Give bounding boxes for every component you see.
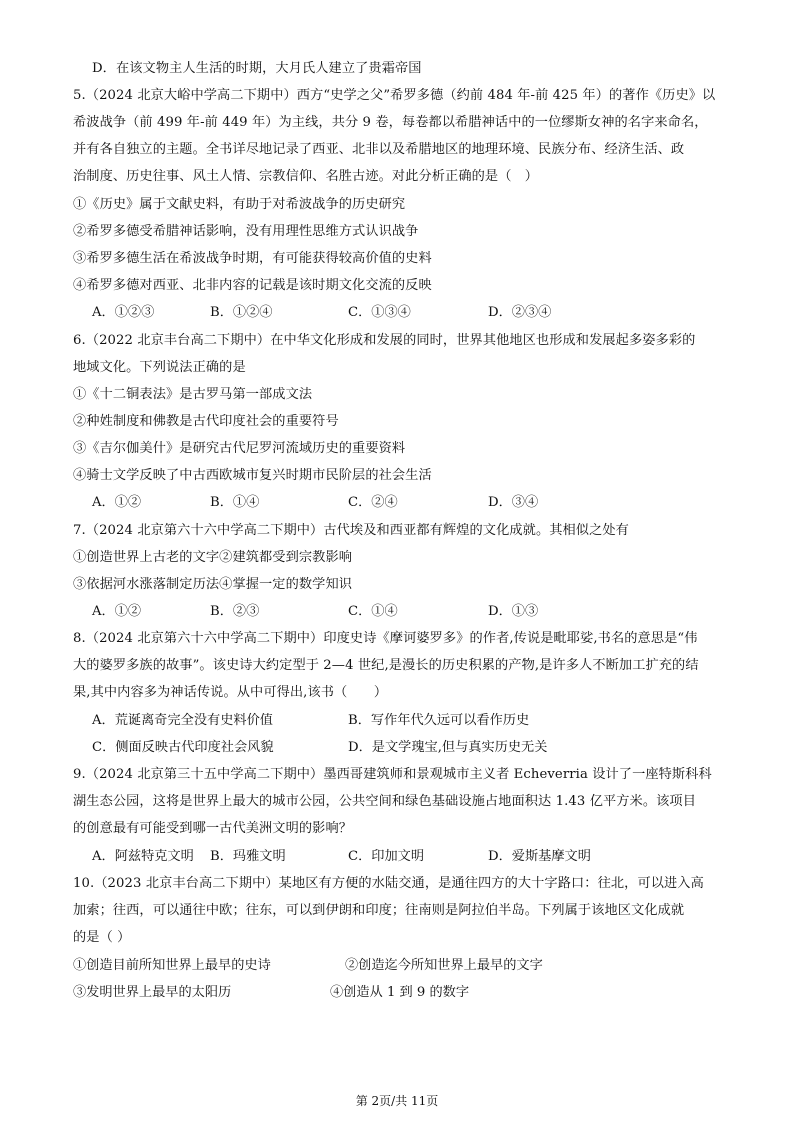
q10-item-4: ④创造从 1 到 9 的数字: [330, 985, 470, 1000]
q5-option-b: B．①②④: [210, 305, 273, 320]
q7-option-b: B．②③: [210, 604, 260, 619]
q9-option-a: A．阿兹特克文明: [92, 849, 194, 864]
q8-stem-line1: 8.（2024 北京第六十六中学高二下期中）印度史诗《摩诃婆罗多》的作者,传说是毗耶娑,书名的意思是“伟: [73, 631, 698, 646]
q5-option-a: A．①②③: [92, 305, 155, 320]
q8-option-a: A．荒诞离奇完全没有史料价值: [92, 713, 273, 728]
q6-item-2: ②种姓制度和佛教是古代印度社会的重要符号: [73, 414, 339, 429]
q8-option-c: C．侧面反映古代印度社会风貌: [92, 740, 274, 755]
q6-option-d: D．③④: [488, 495, 539, 510]
q5-stem-line3: 并有各自独立的主题。全书详尽地记录了西亚、北非以及希腊地区的地理环境、民族分布、经济生活、政: [73, 142, 685, 157]
q9-stem-line3: 的创意最有可能受到哪一古代美洲文明的影响？: [73, 821, 353, 836]
q5-item-2: ②希罗多德受希腊神话影响，没有用理性思维方式认识战争: [73, 224, 419, 239]
q10-item-1: ①创造目前所知世界上最早的史诗: [73, 958, 271, 973]
q5-option-c: C．①③④: [348, 305, 411, 320]
q5-item-4: ④希罗多德对西亚、北非内容的记载是该时期文化交流的反映: [73, 278, 432, 293]
q8-stem-line2: 大的婆罗多族的故事”。该史诗大约定型于 2—4 世纪,是漫长的历史积累的产物,是许多人不断加工扩充的结: [73, 658, 699, 673]
q5-stem-line2: 希波战争（前 499 年-前 449 年）为主线，共分 9 卷，每卷都以希腊神话中的一位缪斯女神的名字来命名，: [73, 115, 708, 130]
q4-option-d: D．在该文物主人生活的时期，大月氏人建立了贵霜帝国: [92, 61, 422, 76]
q7-option-d: D．①③: [488, 604, 539, 619]
q6-option-b: B．①④: [210, 495, 260, 510]
q9-option-c: C．印加文明: [348, 849, 425, 864]
q10-item-3: ③发明世界上最早的太阳历: [73, 985, 232, 1000]
q9-stem-line2: 湖生态公园，这将是世界上最大的城市公园，公共空间和绿色基础设施占地面积达 1.43 亿平方米。该项目: [73, 794, 696, 809]
q6-stem-line2: 地域文化。下列说法正确的是: [73, 360, 246, 375]
q7-option-a: A．①②: [92, 604, 142, 619]
q10-stem-line3: 的是（ ）: [73, 930, 131, 945]
q7-stem: 7.（2024 北京第六十六中学高二下期中）古代埃及和西亚都有辉煌的文化成就。其相似之处有: [73, 523, 629, 538]
q5-item-1: ①《历史》属于文献史料，有助于对希波战争的历史研究: [73, 197, 406, 212]
q6-item-1: ①《十二铜表法》是古罗马第一部成文法: [73, 387, 313, 402]
q10-item-2: ②创造迄今所知世界上最早的文字: [345, 958, 543, 973]
q10-stem-line1: 10.（2023 北京丰台高二下期中）某地区有方便的水陆交通，是通往四方的大十字路口：往北，可以进入高: [73, 876, 704, 891]
q6-option-c: C．②④: [348, 495, 398, 510]
q6-item-4: ④骑士文学反映了中古西欧城市复兴时期市民阶层的社会生活: [73, 468, 432, 483]
q9-option-b: B．玛雅文明: [210, 849, 286, 864]
q6-option-a: A．①②: [92, 495, 142, 510]
q9-stem-line1: 9.（2024 北京第三十五中学高二下期中）墨西哥建筑师和景观城市主义者 Echeverria 设计了一座特斯科科: [73, 767, 712, 782]
q5-option-d: D．②③④: [488, 305, 552, 320]
q8-option-b: B．写作年代久远可以看作历史: [348, 713, 530, 728]
q6-stem-line1: 6.（2022 北京丰台高二下期中）在中华文化形成和发展的同时，世界其他地区也形成和发展起多姿多彩的: [73, 333, 696, 348]
q7-option-c: C．①④: [348, 604, 398, 619]
q5-item-3: ③希罗多德生活在希波战争时期，有可能获得较高价值的史料: [73, 251, 432, 266]
q8-option-d: D．是文学瑰宝,但与真实历史无关: [348, 740, 548, 755]
q5-stem-line1: 5.（2024 北京大峪中学高二下期中）西方“史学之父”希罗多德（约前 484 年-前 425 年）的著作《历史》以: [73, 88, 716, 103]
q7-items-1-2: ①创造世界上古老的文字②建筑都受到宗教影响: [73, 550, 353, 565]
page-number-footer: 第 2页/共 11页: [355, 1094, 439, 1108]
q10-stem-line2: 加索；往西，可以通往中欧；往东，可以到伊朗和印度；往南则是阿拉伯半岛。下列属于该地区文化成就: [73, 903, 685, 918]
q8-stem-line3: 果,其中内容多为神话传说。从中可得出,该书（ ）: [73, 685, 388, 700]
q9-option-d: D．爱斯基摩文明: [488, 849, 591, 864]
q6-item-3: ③《吉尔伽美什》是研究古代尼罗河流域历史的重要资料: [73, 441, 406, 456]
q5-stem-line4: 治制度、历史往事、风土人情、宗教信仰、名胜古迹。对此分析正确的是（ ）: [73, 169, 539, 184]
q7-items-3-4: ③依据河水涨落制定历法④掌握一定的数学知识: [73, 577, 353, 592]
